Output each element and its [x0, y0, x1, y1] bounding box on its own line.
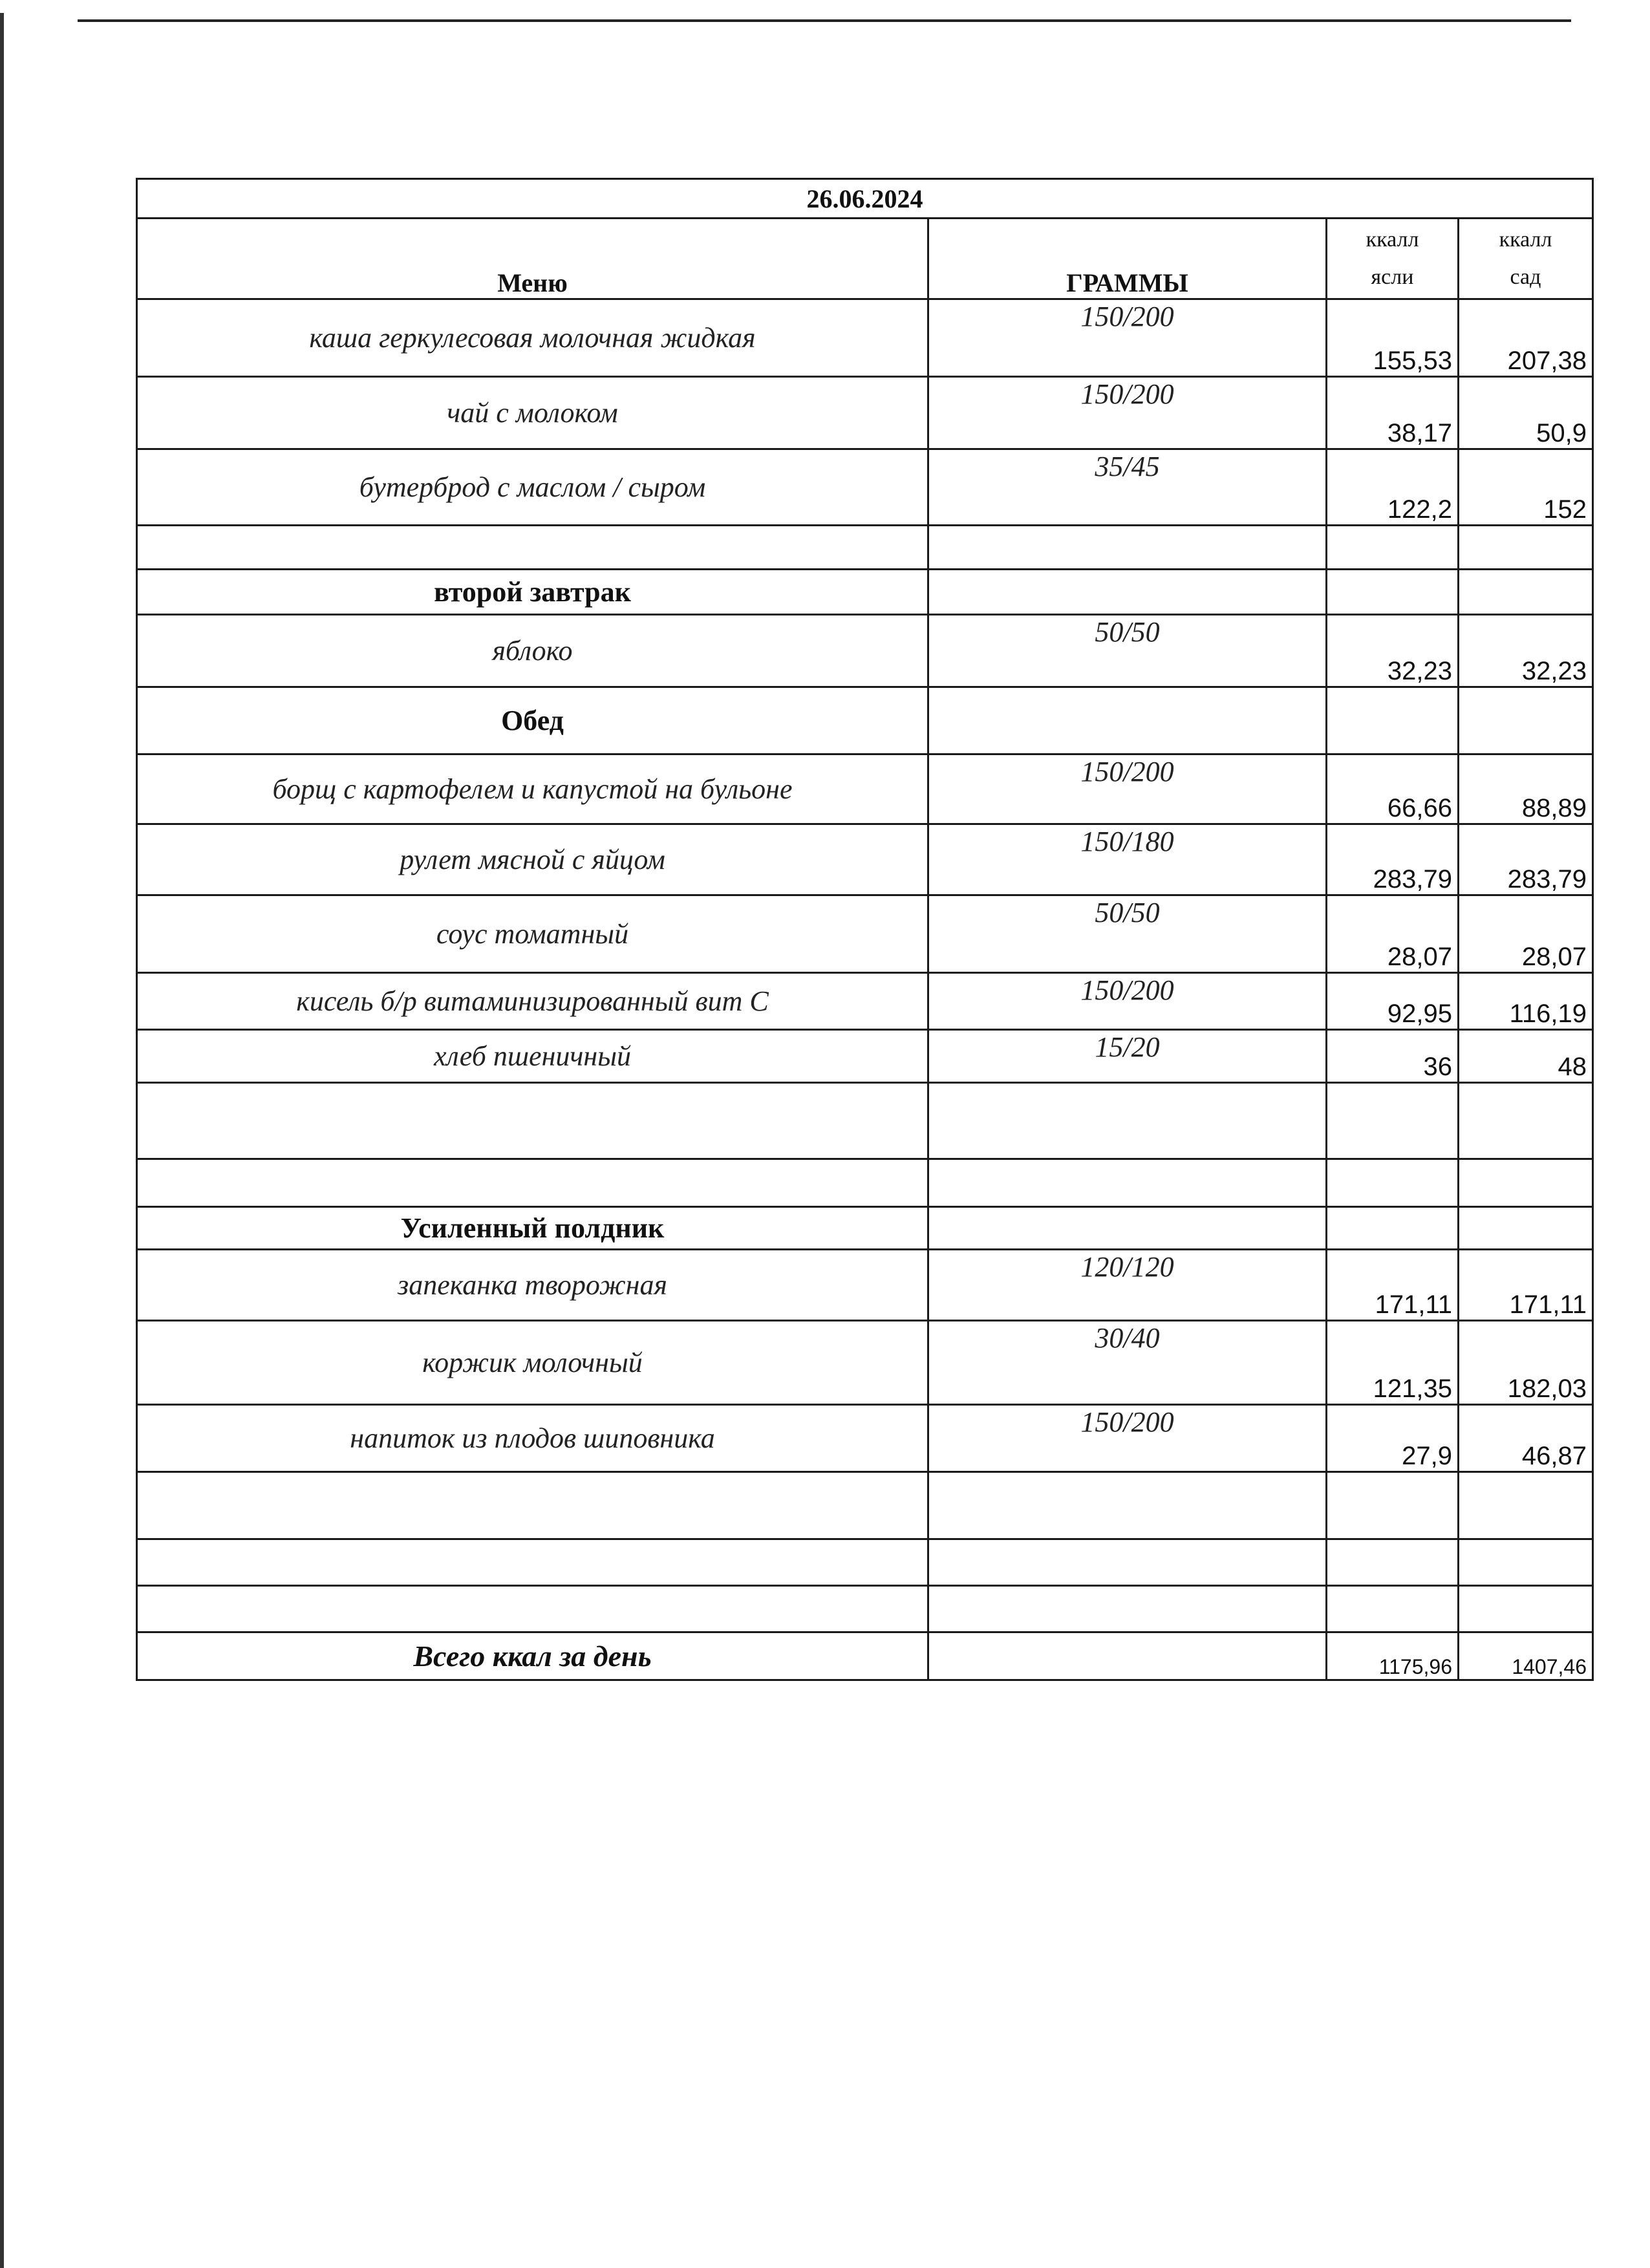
scan-edge-top [78, 19, 1571, 22]
empty-cell [1459, 526, 1593, 570]
kcal-nursery: 36 [1327, 1030, 1459, 1083]
empty-cell [928, 1586, 1327, 1632]
total-row [137, 1632, 1593, 1680]
empty-cell [1327, 1586, 1459, 1632]
empty-cell [1459, 1083, 1593, 1159]
empty-cell [928, 570, 1327, 615]
blank-row [137, 1539, 1593, 1586]
table-row [137, 1250, 1593, 1321]
dish-grams: 150/200 [928, 754, 1327, 824]
dish-grams: 150/200 [928, 1405, 1327, 1472]
kcal-kindergarten-bottom: сад [1510, 265, 1541, 289]
kcal-nursery: 283,79 [1327, 824, 1459, 895]
dish-grams: 15/20 [928, 1030, 1327, 1083]
dish-name: коржик молочный [137, 1321, 928, 1405]
empty-cell [928, 1472, 1327, 1539]
kcal-nursery: 32,23 [1327, 615, 1459, 687]
kcal-kindergarten-top: ккалл [1499, 228, 1552, 251]
kcal-kindergarten: 283,79 [1459, 824, 1593, 895]
kcal-nursery: 155,53 [1327, 299, 1459, 377]
menu-table [136, 178, 1594, 1681]
empty-cell [1327, 1472, 1459, 1539]
kcal-kindergarten: 32,23 [1459, 615, 1593, 687]
section-title: Обед [137, 687, 928, 754]
total-label: Всего ккал за день [137, 1632, 928, 1680]
blank-row [137, 1586, 1593, 1632]
section-row [137, 687, 1593, 754]
table-row [137, 754, 1593, 824]
kcal-nursery: 66,66 [1327, 754, 1459, 824]
table-row [137, 615, 1593, 687]
blank-row [137, 1083, 1593, 1159]
empty-cell [928, 1539, 1327, 1586]
dish-grams: 35/45 [928, 449, 1327, 526]
dish-grams: 150/200 [928, 377, 1327, 449]
dish-name: напиток из плодов шиповника [137, 1405, 928, 1472]
dish-name: рулет мясной с яйцом [137, 824, 928, 895]
empty-cell [1327, 687, 1459, 754]
section-title: Усиленный полдник [137, 1207, 928, 1250]
dish-grams: 150/180 [928, 824, 1327, 895]
table-row [137, 973, 1593, 1030]
dish-name: чай с молоком [137, 377, 928, 449]
dish-name: хлеб пшеничный [137, 1030, 928, 1083]
dish-name: запеканка творожная [137, 1250, 928, 1321]
kcal-nursery: 38,17 [1327, 377, 1459, 449]
empty-cell [1459, 1586, 1593, 1632]
kcal-kindergarten: 152 [1459, 449, 1593, 526]
kcal-kindergarten: 48 [1459, 1030, 1593, 1083]
empty-cell [1459, 1539, 1593, 1586]
dish-name: яблоко [137, 615, 928, 687]
section-title: второй завтрак [137, 570, 928, 615]
kcal-kindergarten-header [1459, 219, 1593, 299]
table-row [137, 895, 1593, 973]
empty-cell [1327, 1159, 1459, 1207]
empty-cell [137, 1083, 928, 1159]
dish-name: каша геркулесовая молочная жидкая [137, 299, 928, 377]
kcal-nursery: 121,35 [1327, 1321, 1459, 1405]
empty-cell [1327, 570, 1459, 615]
empty-cell [1459, 687, 1593, 754]
table-row [137, 824, 1593, 895]
empty-cell [1327, 1207, 1459, 1250]
kcal-nursery: 27,9 [1327, 1405, 1459, 1472]
kcal-nursery-header [1327, 219, 1459, 299]
scan-edge-left [0, 13, 4, 2268]
kcal-kindergarten: 50,9 [1459, 377, 1593, 449]
empty-cell [1459, 1159, 1593, 1207]
table-row [137, 449, 1593, 526]
kcal-kindergarten: 116,19 [1459, 973, 1593, 1030]
dish-grams: 50/50 [928, 895, 1327, 973]
kcal-kindergarten: 88,89 [1459, 754, 1593, 824]
dish-grams: 150/200 [928, 973, 1327, 1030]
grams-header: ГРАММЫ [928, 219, 1327, 299]
kcal-kindergarten: 171,11 [1459, 1250, 1593, 1321]
date-header: 26.06.2024 [137, 179, 1593, 219]
empty-cell [137, 526, 928, 570]
dish-name: кисель б/р витаминизированный вит С [137, 973, 928, 1030]
total-kcal-nursery: 1175,96 [1327, 1632, 1459, 1680]
table-row [137, 299, 1593, 377]
empty-cell [928, 687, 1327, 754]
kcal-nursery: 28,07 [1327, 895, 1459, 973]
empty-cell [928, 1083, 1327, 1159]
empty-cell [1327, 1539, 1459, 1586]
kcal-nursery-bottom: ясли [1371, 265, 1414, 289]
table-row [137, 1405, 1593, 1472]
dish-name: соус томатный [137, 895, 928, 973]
empty-cell [1459, 1472, 1593, 1539]
dish-grams: 120/120 [928, 1250, 1327, 1321]
kcal-nursery: 171,11 [1327, 1250, 1459, 1321]
empty-cell [137, 1539, 928, 1586]
dish-name: бутерброд с маслом / сыром [137, 449, 928, 526]
table-row [137, 1321, 1593, 1405]
dish-grams: 150/200 [928, 299, 1327, 377]
empty-cell [928, 1632, 1327, 1680]
kcal-nursery: 122,2 [1327, 449, 1459, 526]
empty-cell [928, 1207, 1327, 1250]
kcal-kindergarten: 207,38 [1459, 299, 1593, 377]
blank-row [137, 526, 1593, 570]
blank-row [137, 1159, 1593, 1207]
empty-cell [928, 526, 1327, 570]
blank-row [137, 1472, 1593, 1539]
kcal-kindergarten: 46,87 [1459, 1405, 1593, 1472]
kcal-nursery: 92,95 [1327, 973, 1459, 1030]
empty-cell [137, 1159, 928, 1207]
table-row [137, 1030, 1593, 1083]
menu-rows [137, 299, 1593, 1680]
table-row [137, 377, 1593, 449]
dish-grams: 30/40 [928, 1321, 1327, 1405]
empty-cell [1327, 1083, 1459, 1159]
empty-cell [137, 1586, 928, 1632]
dish-name: борщ с картофелем и капустой на бульоне [137, 754, 928, 824]
total-kcal-kindergarten: 1407,46 [1459, 1632, 1593, 1680]
kcal-kindergarten: 28,07 [1459, 895, 1593, 973]
empty-cell [1459, 1207, 1593, 1250]
empty-cell [1327, 526, 1459, 570]
empty-cell [1459, 570, 1593, 615]
kcal-nursery-top: ккалл [1366, 228, 1419, 251]
dish-grams: 50/50 [928, 615, 1327, 687]
empty-cell [137, 1472, 928, 1539]
section-row [137, 570, 1593, 615]
section-row [137, 1207, 1593, 1250]
empty-cell [928, 1159, 1327, 1207]
menu-header: Меню [137, 219, 928, 299]
kcal-kindergarten: 182,03 [1459, 1321, 1593, 1405]
